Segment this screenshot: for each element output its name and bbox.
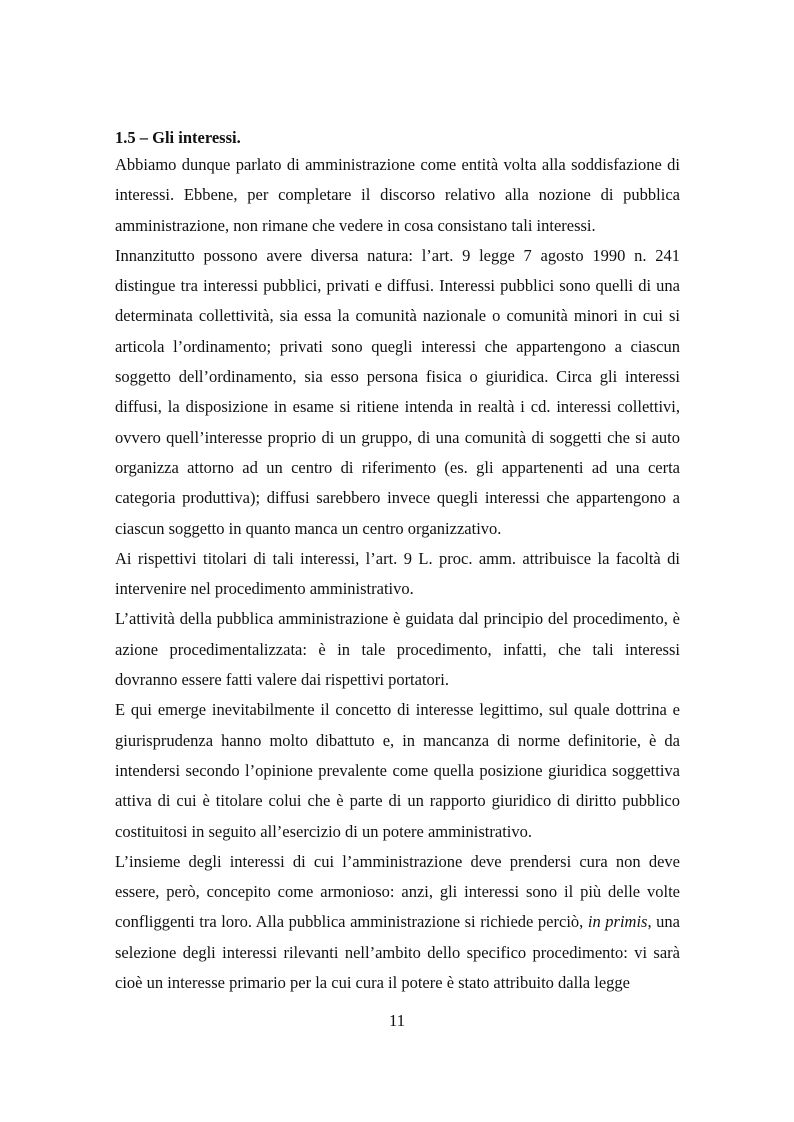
paragraph [115,544,680,605]
paragraph-text: Abbiamo dunque parlato di amministrazione come entità volta alla soddisfazione di interessi. Ebbene, per completare il discorso relativo alla nozione di pubblica amministrazione, non rimane che vedere in cosa consistano tali interessi. [115,155,680,235]
paragraph-text: Innanzitutto possono avere diversa natura: l’art. 9 legge 7 agosto 1990 n. 241 distingue tra interessi pubblici, privati e diffusi. Interessi pubblici sono quelli di una determinata collettività, sia essa la comunità nazionale o comunità minori in cui si articola l’ordinamento; privati sono quegli interessi che appartengono a ciascun soggetto dell’ordinamento, sia esso persona fisica o giuridica. Circa gli interessi diffusi, la disposizione in esame si ritiene intenda in realtà i cd. interessi collettivi, ovvero quell’interesse proprio di un gruppo, di una comunità di soggetti che si auto organizza attorno ad un centro di riferimento (es. gli appartenenti ad una certa categoria produttiva); diffusi sarebbero invece quegli interessi che appartengono a ciascun soggetto in quanto manca un centro organizzativo. [115,245,680,538]
emphasis-text: in primis [587,912,648,932]
paragraph-text: L’insieme degli interessi di cui l’amministrazione deve prendersi cura non deve essere, però, concepito come armonioso: anzi, gli interessi sono il più delle volte confliggenti tra loro. Alla pubblica amministrazione si richiede perciò, [115,851,680,932]
page-number: 11 [388,1011,406,1030]
paragraph-text: E qui emerge inevitabilmente il concetto di interesse legittimo, sul quale dottrina e giurisprudenza hanno molto dibattuto e, in mancanza di norme definitorie, è da intendersi secondo l’opinione prevalente come quella posizione giuridica soggettiva attiva di cui è titolare colui che è parte di un rapporto giuridico di diritto pubblico costituitosi in seguito all’esercizio di un potere amministrativo. [115,700,680,841]
paragraph [115,847,680,998]
paragraph [115,241,680,544]
section-heading: 1.5 – Gli interessi. [115,128,241,147]
body-text [115,150,680,998]
paragraph [115,150,680,241]
paragraph-text: Ai rispettivi titolari di tali interessi, l’art. 9 L. proc. amm. attribuisce la facoltà di intervenire nel procedimento amministrativo. [115,548,680,599]
paragraph [115,695,680,846]
paragraph-text: , una selezione degli interessi rilevanti nell’ambito dello specifico procedimento: vi sarà cioè un interesse primario per la cui cura il potere è stato attribuito dalla legge [115,912,681,993]
paragraph-text: L’attività della pubblica amministrazione è guidata dal principio del procedimento, è azione procedimentalizzata: è in tale procedimento, infatti, che tali interessi dovranno essere fatti valere dai rispettivi portatori. [115,609,680,690]
document-page [115,128,680,998]
paragraph [115,604,680,695]
